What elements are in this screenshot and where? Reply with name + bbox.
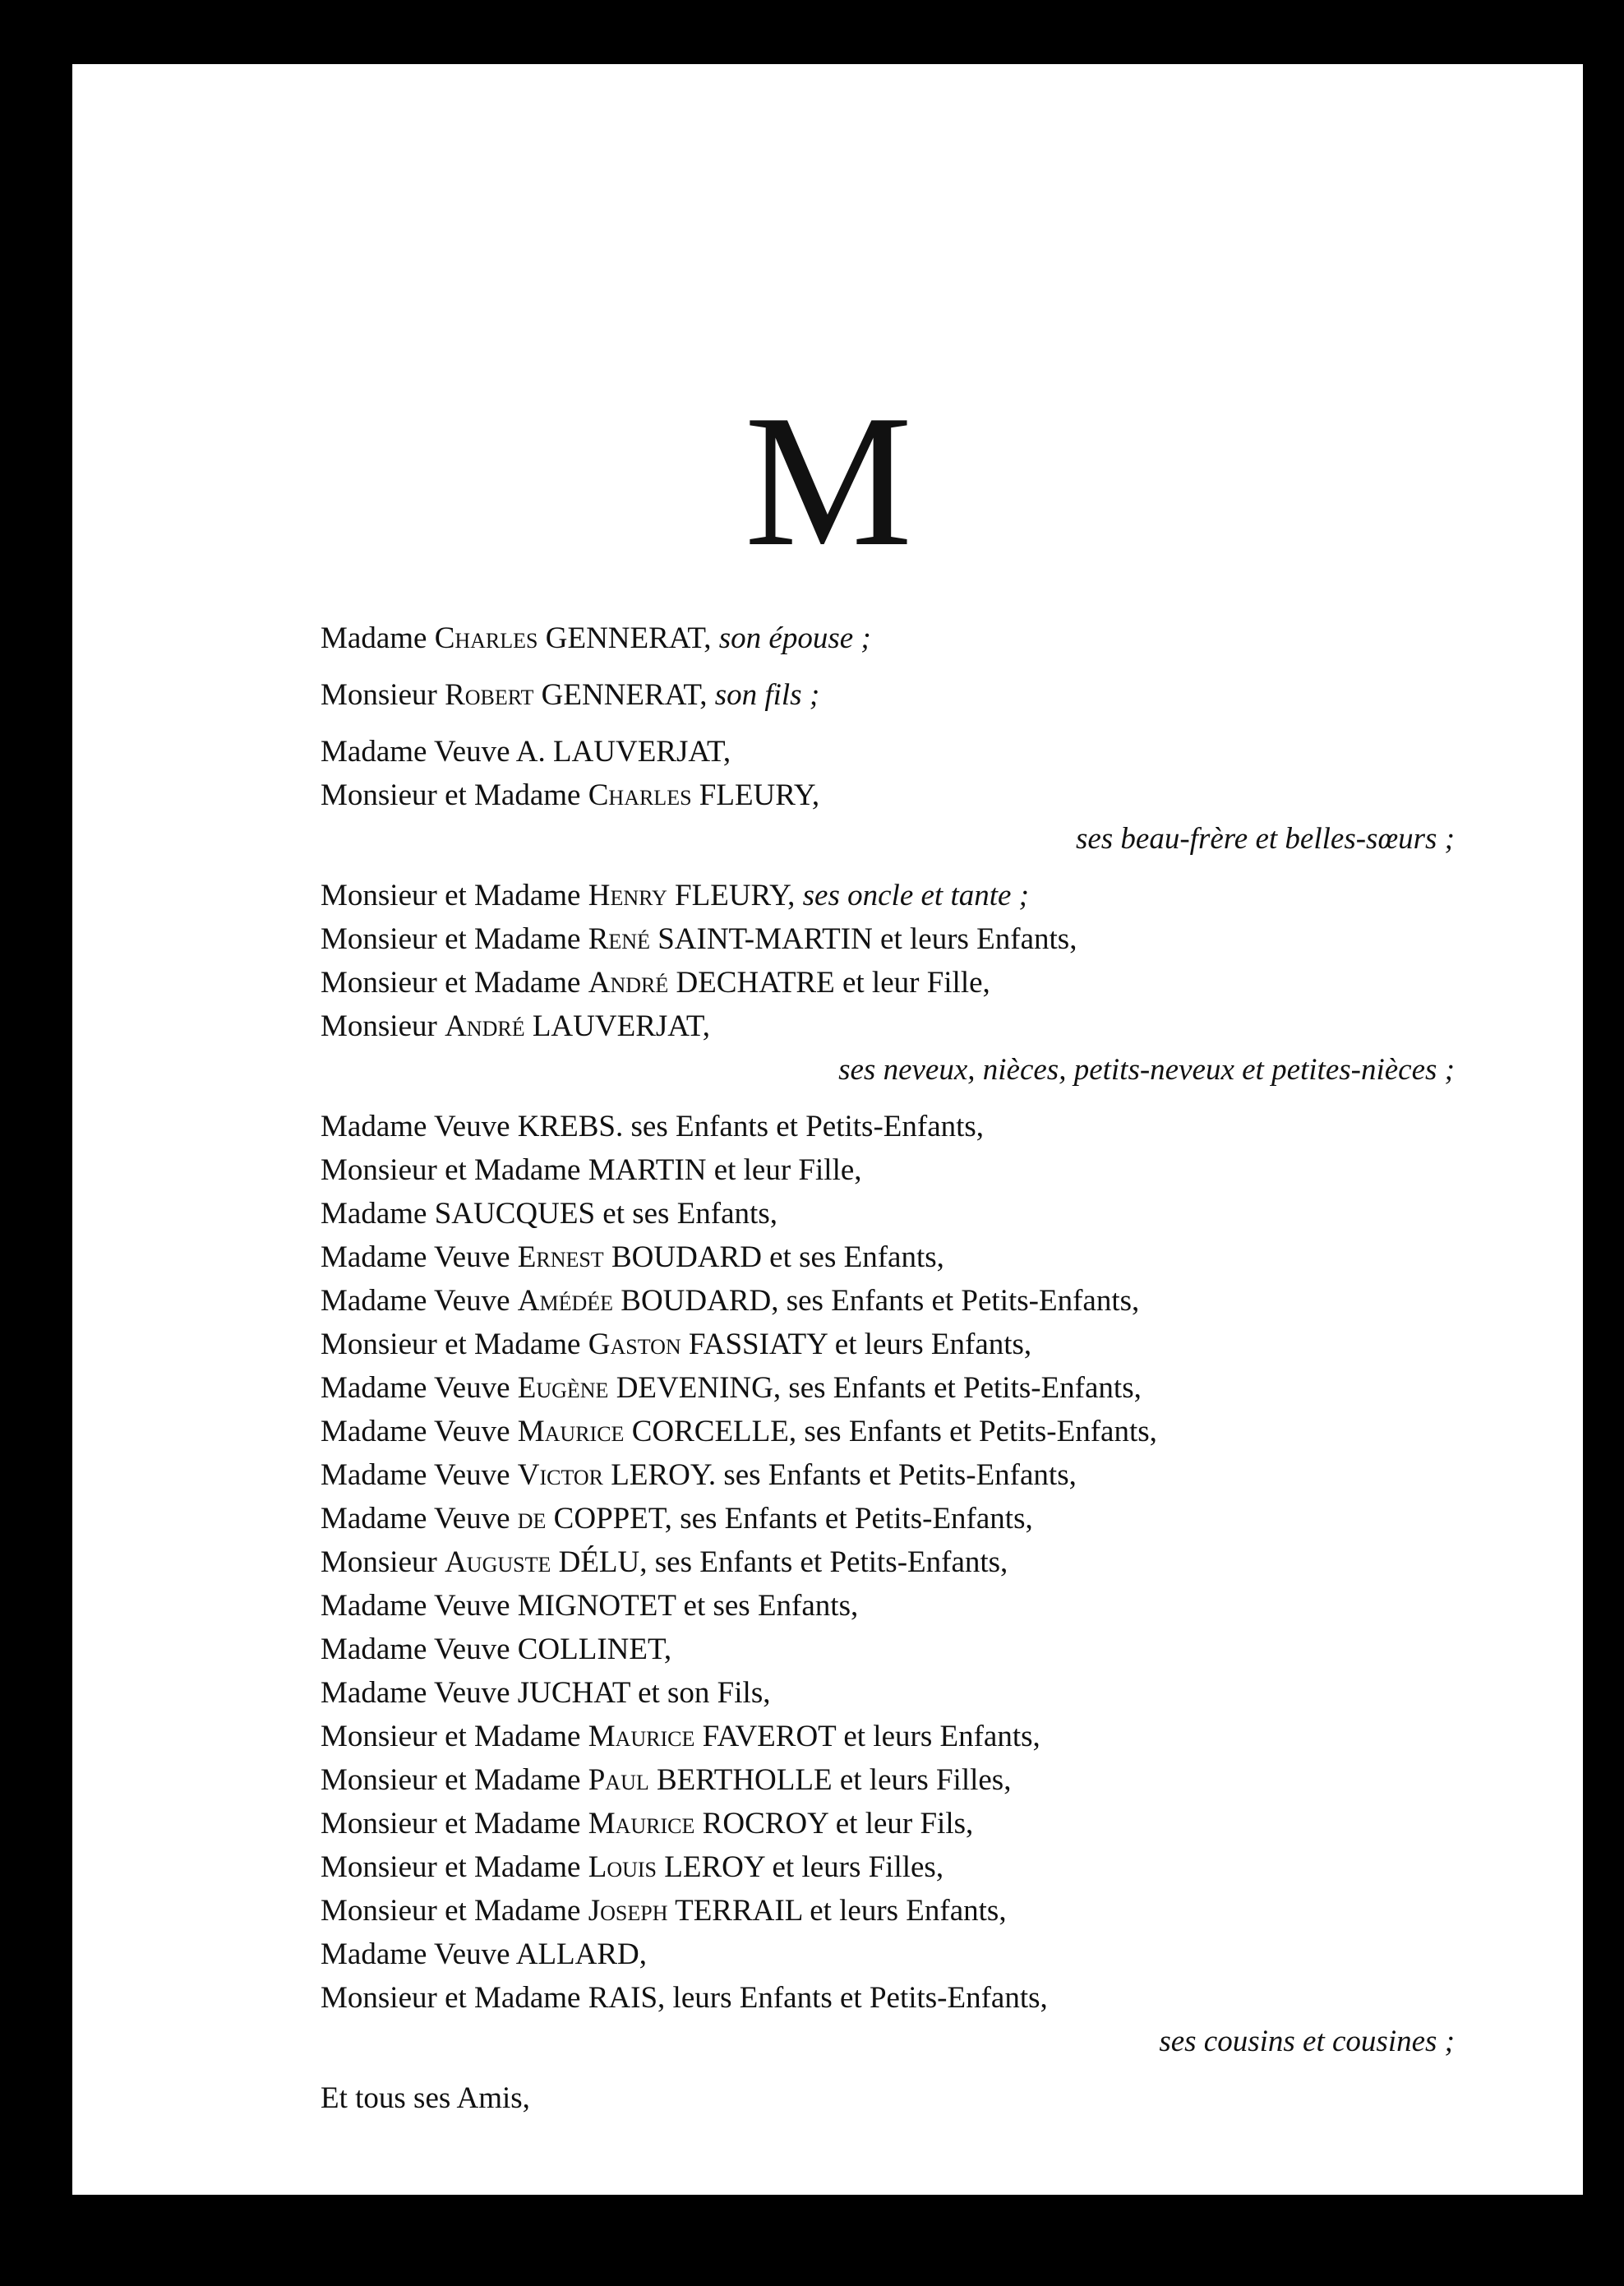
initial-letter: M xyxy=(744,376,911,585)
line-surname: TERRAIL xyxy=(675,1894,802,1928)
line-title: Madame Veuve xyxy=(321,735,510,769)
line-first-name: Auguste xyxy=(445,1545,551,1579)
line-surname: LEROY. xyxy=(611,1458,717,1492)
line-surname: A. LAUVERJAT, xyxy=(515,735,731,769)
line-first-name: Gaston xyxy=(588,1328,681,1361)
line-surname: COLLINET, xyxy=(517,1633,672,1666)
line-surname: ALLARD, xyxy=(515,1937,648,1971)
line-title: Madame Veuve xyxy=(321,1415,510,1448)
line-surname: COPPET, xyxy=(553,1502,672,1536)
line-surname: LEROY xyxy=(664,1850,765,1884)
line-rest: et leurs Enfants, xyxy=(810,1894,1007,1928)
line-rest: et leur Fille, xyxy=(713,1153,862,1187)
line-rest: et leurs Enfants, xyxy=(834,1328,1032,1361)
line-surname: MARTIN xyxy=(588,1153,707,1187)
line-first-name: Henry xyxy=(588,879,667,912)
family-line xyxy=(321,1845,1455,1889)
line-first-name: André xyxy=(445,1009,525,1043)
line-surname: BERTHOLLE xyxy=(657,1763,833,1797)
line-rest: et leurs Filles, xyxy=(839,1763,1012,1797)
line-title: Et tous ses Amis, xyxy=(321,2081,530,2115)
line-first-name: Robert xyxy=(445,678,534,712)
line-first-name: Ernest xyxy=(517,1240,604,1274)
line-title: Madame Veuve xyxy=(321,1937,510,1971)
line-surname: BOUDARD xyxy=(611,1240,762,1274)
group-relation: ses beau-frère et belles-sœurs ; xyxy=(1075,822,1455,856)
family-line xyxy=(321,1758,1455,1802)
line-rest: et leurs Enfants, xyxy=(880,922,1077,956)
family-line xyxy=(321,1584,1455,1628)
family-line xyxy=(321,1235,1455,1279)
line-surname: ROCROY xyxy=(702,1807,828,1840)
line-relation: son épouse ; xyxy=(718,621,871,655)
family-line xyxy=(321,1105,1455,1148)
line-title: Madame Veuve xyxy=(321,1458,510,1492)
line-title: Monsieur xyxy=(321,678,437,712)
line-surname: FLEURY, xyxy=(675,879,796,912)
family-line xyxy=(321,874,1455,917)
line-rest: et ses Enfants, xyxy=(602,1197,777,1231)
line-rest: ses Enfants et Petits-Enfants, xyxy=(630,1110,985,1143)
line-first-name: Louis xyxy=(588,1850,657,1884)
family-line xyxy=(321,730,1455,774)
group-relation: ses cousins et cousines ; xyxy=(1159,2025,1455,2058)
line-title: Monsieur et Madame xyxy=(321,1807,581,1840)
line-title: Monsieur et Madame xyxy=(321,1981,581,2015)
line-surname: FLEURY, xyxy=(699,778,820,812)
line-title: Madame Veuve xyxy=(321,1633,510,1666)
family-line xyxy=(321,1802,1455,1845)
line-rest: et leur Fille, xyxy=(842,966,990,1000)
family-line xyxy=(321,1671,1455,1715)
line-surname: BOUDARD, xyxy=(621,1284,779,1318)
line-first-name: René xyxy=(588,922,650,956)
family-line xyxy=(321,774,1455,817)
family-line xyxy=(321,1497,1455,1540)
line-surname: JUCHAT xyxy=(517,1676,630,1710)
line-rest: et leurs Filles, xyxy=(772,1850,944,1884)
line-title: Monsieur xyxy=(321,1009,437,1043)
line-surname: SAINT-MARTIN xyxy=(657,922,873,956)
line-title: Madame xyxy=(321,621,427,655)
family-line xyxy=(321,1933,1455,1976)
family-line xyxy=(321,1889,1455,1933)
family-line xyxy=(321,617,1455,660)
family-line xyxy=(321,1628,1455,1671)
line-rest: et leur Fils, xyxy=(835,1807,974,1840)
line-first-name: Charles xyxy=(434,621,538,655)
line-first-name: Amédée xyxy=(517,1284,614,1318)
family-line xyxy=(321,1976,1455,2020)
line-first-name: André xyxy=(588,966,669,1000)
family-line xyxy=(321,1004,1455,1048)
line-surname: MIGNOTET xyxy=(517,1589,676,1623)
family-line xyxy=(321,1323,1455,1366)
line-title: Madame Veuve xyxy=(321,1284,510,1318)
group-relation: ses neveux, nièces, petits-neveux et petites-nièces ; xyxy=(838,1053,1455,1087)
line-first-name: Charles xyxy=(588,778,692,812)
line-title: Monsieur et Madame xyxy=(321,1894,581,1928)
line-rest: ses Enfants et Petits-Enfants, xyxy=(654,1545,1008,1579)
line-rest: ses Enfants et Petits-Enfants, xyxy=(680,1502,1033,1536)
line-title: Monsieur et Madame xyxy=(321,778,581,812)
line-rest: ses Enfants et Petits-Enfants, xyxy=(788,1371,1142,1405)
line-title: Madame Veuve xyxy=(321,1589,510,1623)
family-line xyxy=(321,1279,1455,1323)
family-line xyxy=(321,961,1455,1004)
line-title: Monsieur et Madame xyxy=(321,879,581,912)
line-first-name: Joseph xyxy=(588,1894,668,1928)
line-title: Madame xyxy=(321,1197,427,1231)
line-surname: DECHATRE xyxy=(676,966,835,1000)
line-title: Madame Veuve xyxy=(321,1240,510,1274)
line-first-name: Maurice xyxy=(588,1720,695,1753)
line-surname: FASSIATY xyxy=(688,1328,828,1361)
line-surname: SAUCQUES xyxy=(434,1197,596,1231)
line-surname: RAIS, xyxy=(588,1981,666,2015)
line-rest: ses Enfants et Petits-Enfants, xyxy=(723,1458,1077,1492)
line-first-name: Paul xyxy=(588,1763,649,1797)
line-rest: ses Enfants et Petits-Enfants, xyxy=(804,1415,1157,1448)
family-line xyxy=(321,1366,1455,1410)
family-line xyxy=(321,1410,1455,1453)
line-surname: KREBS. xyxy=(517,1110,624,1143)
family-line xyxy=(321,917,1455,961)
family-line xyxy=(321,673,1455,717)
line-surname: DEVENING, xyxy=(616,1371,782,1405)
line-relation: son fils ; xyxy=(714,678,820,712)
family-line xyxy=(321,1453,1455,1497)
line-surname: LAUVERJAT, xyxy=(532,1009,710,1043)
line-relation: ses oncle et tante ; xyxy=(802,879,1029,912)
line-title: Madame Veuve xyxy=(321,1371,510,1405)
line-surname: GENNERAT, xyxy=(541,678,708,712)
line-title: Monsieur et Madame xyxy=(321,922,581,956)
line-title: Monsieur et Madame xyxy=(321,966,581,1000)
line-first-name: Eugène xyxy=(517,1371,609,1405)
line-rest: et ses Enfants, xyxy=(683,1589,859,1623)
line-rest: et son Fils, xyxy=(638,1676,771,1710)
line-title: Madame Veuve xyxy=(321,1502,510,1536)
line-surname: DÉLU, xyxy=(558,1545,648,1579)
family-line xyxy=(321,2076,1455,2120)
line-first-name: Maurice xyxy=(588,1807,695,1840)
line-title: Monsieur et Madame xyxy=(321,1153,581,1187)
family-line xyxy=(321,1148,1455,1192)
family-line xyxy=(321,1540,1455,1584)
line-rest: leurs Enfants et Petits-Enfants, xyxy=(672,1981,1048,2015)
line-title: Monsieur et Madame xyxy=(321,1763,581,1797)
line-first-name: de xyxy=(517,1502,547,1536)
line-surname: FAVEROT xyxy=(702,1720,837,1753)
line-title: Monsieur xyxy=(321,1545,437,1579)
line-title: Monsieur et Madame xyxy=(321,1328,581,1361)
line-rest: ses Enfants et Petits-Enfants, xyxy=(786,1284,1140,1318)
line-surname: CORCELLE, xyxy=(631,1415,797,1448)
line-first-name: Maurice xyxy=(517,1415,625,1448)
line-first-name: Victor xyxy=(517,1458,604,1492)
announcement-page xyxy=(72,64,1583,2195)
family-line xyxy=(321,1192,1455,1235)
family-line xyxy=(321,1715,1455,1758)
line-title: Madame Veuve xyxy=(321,1676,510,1710)
line-title: Monsieur et Madame xyxy=(321,1720,581,1753)
line-title: Madame Veuve xyxy=(321,1110,510,1143)
line-title: Monsieur et Madame xyxy=(321,1850,581,1884)
line-rest: et leurs Enfants, xyxy=(843,1720,1040,1753)
line-rest: et ses Enfants, xyxy=(769,1240,944,1274)
line-surname: GENNERAT, xyxy=(545,621,712,655)
family-list xyxy=(321,617,1455,2120)
